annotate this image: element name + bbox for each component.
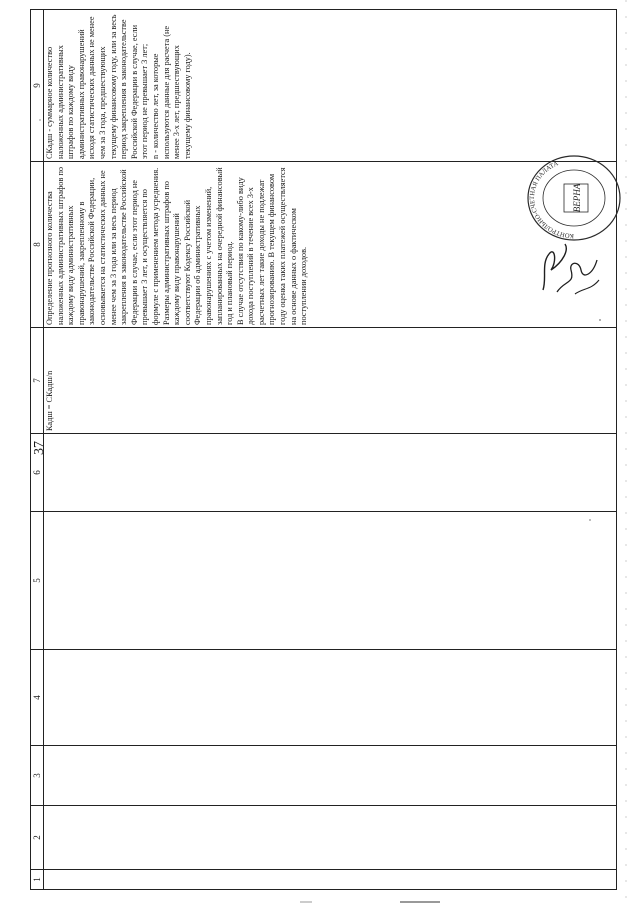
table-cell-col2 [44, 806, 617, 870]
page-number: 37 [32, 441, 47, 455]
column-number: 5 [31, 512, 44, 650]
signature [535, 240, 605, 298]
column-number: 1 [31, 870, 44, 890]
column-number: 7 [31, 328, 44, 434]
method-description-cell: Определение прогнозного количества наложенных административных штрафов по каждому виду административных правонарушений, закрепленному в законодательстве Российской Федерации, основывается на статистических данных не менее чем за 3 года или за весь период закрепления в законодательстве Российской Федерации в случае, если этот период не превышает 3 лет, и осуществляется по формуле с применением метода усреднения. Размеры административных штрафов по каждому виду правонарушений соответствуют Кодексу Российской Федерации об административных правонарушениях с учетом изменений, запланированных на очередной финансовый год и плановый период. В случае отсутствия по какому-либо виду дохода поступлений в течение всех 3-х расчетных лет такие доходы не подлежат прогнозированию. В текущем финансовом году оценка таких платежей осуществляется на основе данных о фактическом поступлении доходов. [44, 162, 617, 328]
column-number: 9 [31, 10, 44, 162]
document-table [30, 9, 617, 890]
column-number: 6 [31, 434, 44, 512]
column-number: 8 [31, 162, 44, 328]
table-cell-col3 [44, 746, 617, 806]
indicator-description-cell: СКадш - суммарное количество наложенных административных штрафов по каждому виду административных правонарушений исходя статистических данных не менее чем за 3 года, предшествующих текущему финансовому году, или за весь период закрепления в законодательстве Российской Федерации в случае, если этот период не превышает 3 лет; n - количество лет, за которые используются данные для расчета (не менее 3-х лет, предшествующих текущему финансовому году). [44, 10, 617, 162]
table-cell-col6 [44, 434, 617, 512]
column-number: 4 [31, 650, 44, 746]
column-number: 2 [31, 806, 44, 870]
stamp-inner-text: ВЕРНА [572, 183, 582, 213]
svg-text:КОНТРОЛЬНО-СЧЕТНАЯ ПАЛАТА [529, 160, 574, 239]
column-number-row [31, 10, 44, 890]
table-row [44, 10, 617, 890]
table-cell-col4 [44, 650, 617, 746]
column-number: 3 [31, 746, 44, 806]
stamp-outer-text: КОНТРОЛЬНО-СЧЕТНАЯ ПАЛАТА [528, 160, 575, 240]
formula-cell: Кадш = СКадш/n [44, 328, 617, 434]
rotated-table-container [30, 10, 629, 890]
official-stamp [526, 154, 622, 242]
table-cell-col1 [44, 870, 617, 890]
table-cell-col5 [44, 512, 617, 650]
